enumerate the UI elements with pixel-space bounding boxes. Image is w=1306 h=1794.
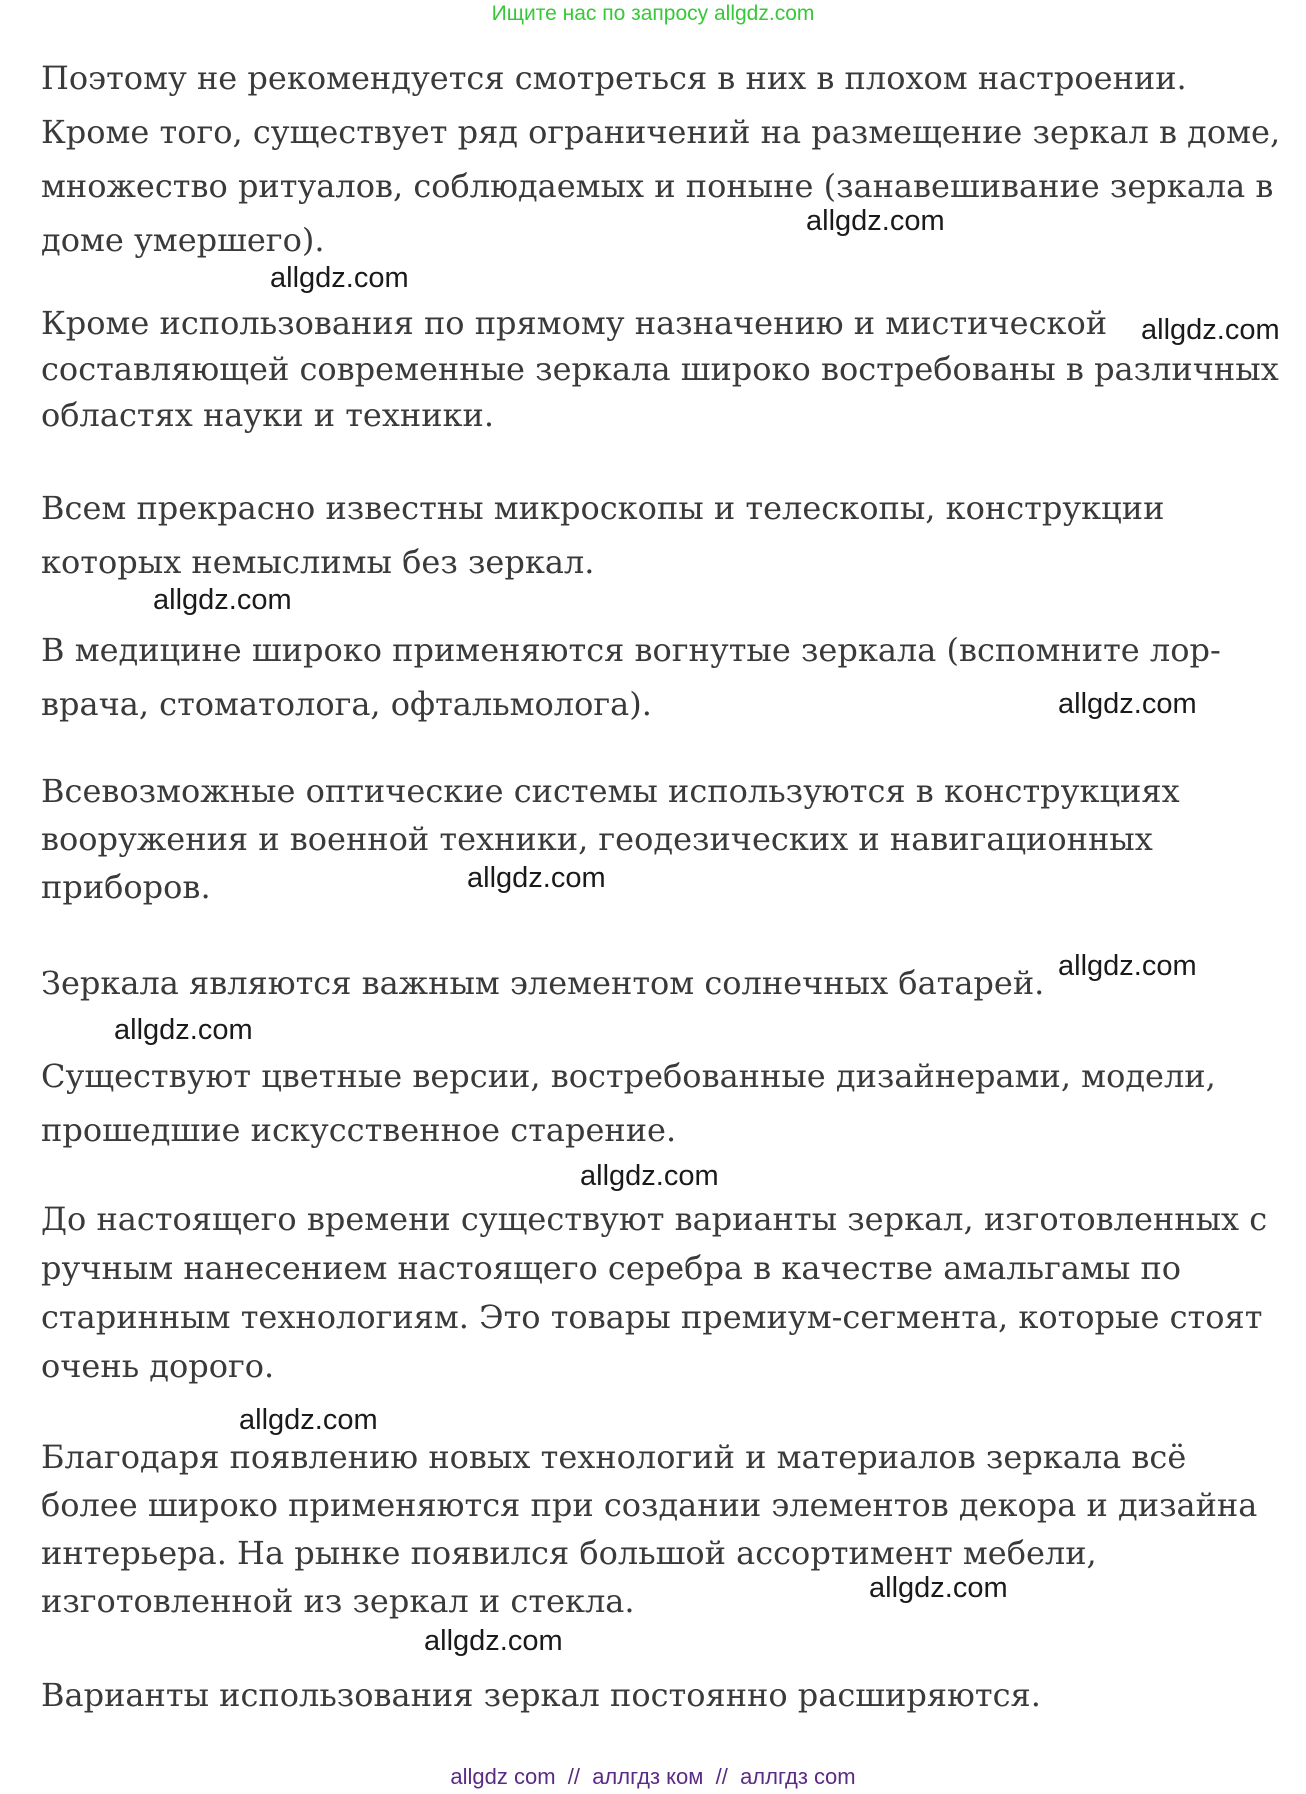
watermark: allgdz.com (153, 584, 292, 616)
paragraph (41, 481, 1291, 589)
paragraph (41, 767, 1291, 911)
text-line: Поэтому не рекомендуется смотреться в них в плохом настроении. (41, 59, 1187, 97)
text-line: В медицине широко применяются вогнутые зеркала (вспомните лор- (41, 631, 1221, 669)
watermark: allgdz.com (1141, 314, 1280, 346)
text-line: старинным технологиям. Это товары премиум-сегмента, которые стоят (41, 1298, 1263, 1336)
watermark: allgdz.com (424, 1625, 563, 1657)
text-line: прошедшие искусственное старение. (41, 1111, 677, 1149)
watermark: allgdz.com (806, 205, 945, 237)
text-line: Кроме использования по прямому назначению и мистической (41, 304, 1108, 342)
text-line: которых немыслимы без зеркал. (41, 543, 595, 581)
paragraph (41, 300, 1291, 438)
text-line: очень дорого. (41, 1347, 275, 1385)
watermark: allgdz.com (580, 1160, 719, 1192)
text-line: До настоящего времени существуют варианты зеркал, изготовленных с (41, 1200, 1268, 1238)
watermark: allgdz.com (270, 262, 409, 294)
text-line: Варианты использования зеркал постоянно расширяются. (41, 1676, 1041, 1714)
paragraph (41, 1433, 1291, 1625)
paragraph (41, 1049, 1291, 1157)
text-line: Всевозможные оптические системы используются в конструкциях (41, 772, 1180, 810)
text-line: ручным нанесением настоящего серебра в качестве амальгамы по (41, 1249, 1182, 1287)
text-line: Всем прекрасно известны микроскопы и телескопы, конструкции (41, 489, 1165, 527)
text-line: вооружения и военной техники, геодезических и навигационных (41, 820, 1153, 858)
text-line: интерьера. На рынке появился большой ассортимент мебели, (41, 1534, 1097, 1572)
watermark: allgdz.com (1058, 688, 1197, 720)
footer-links[interactable]: allgdz com // аллгдз ком // аллгдз com (450, 1764, 856, 1789)
paragraph (41, 1195, 1291, 1391)
text-line: доме умершего). (41, 221, 325, 259)
text-line: изготовленной из зеркал и стекла. (41, 1582, 635, 1620)
text-line: областях науки и техники. (41, 396, 495, 434)
text-line: приборов. (41, 868, 211, 906)
text-line: Существуют цветные версии, востребованные дизайнерами, модели, (41, 1057, 1216, 1095)
text-line: врача, стоматолога, офтальмолога). (41, 685, 652, 723)
text-line: Зеркала являются важным элементом солнечных батарей. (41, 964, 1045, 1002)
text-line: более широко применяются при создании элементов декора и дизайна (41, 1486, 1258, 1524)
text-line: Кроме того, существует ряд ограничений на размещение зеркал в доме, (41, 113, 1281, 151)
watermark: allgdz.com (114, 1014, 253, 1046)
watermark: allgdz.com (869, 1572, 1008, 1604)
watermark: allgdz.com (1058, 950, 1197, 982)
header-search-link[interactable]: Ищите нас по запросу allgdz.com (491, 2, 815, 25)
paragraph (41, 52, 1291, 104)
watermark: allgdz.com (467, 862, 606, 894)
text-line: множество ритуалов, соблюдаемых и поныне (занавешивание зеркала в (41, 167, 1274, 205)
paragraph (41, 105, 1291, 267)
text-line: Благодаря появлению новых технологий и материалов зеркала всё (41, 1438, 1187, 1476)
text-line: составляющей современные зеркала широко востребованы в различных (41, 350, 1279, 388)
paragraph (41, 1669, 1291, 1721)
watermark: allgdz.com (239, 1404, 378, 1436)
